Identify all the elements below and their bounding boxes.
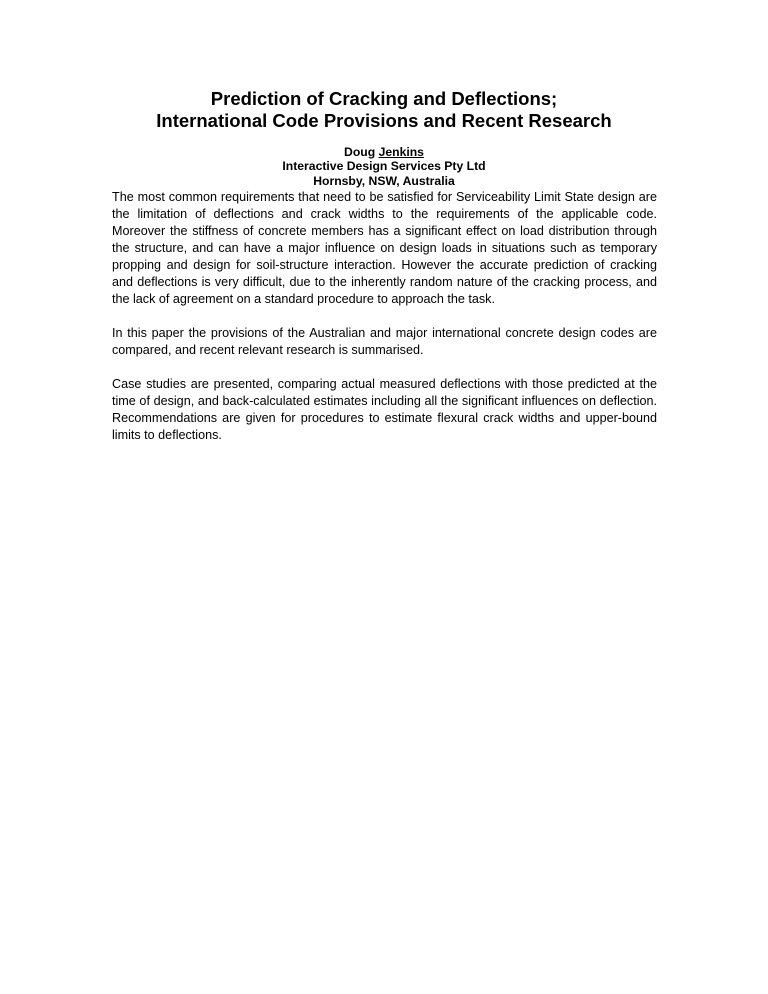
author-block: [0, 145, 768, 188]
text-line: The most common requirements that need to be satisfied for Serviceability Limit State design are: [112, 190, 657, 204]
author-location: Hornsby, NSW, Australia: [313, 173, 455, 188]
paragraph-2: [112, 325, 657, 359]
paper-title: [0, 88, 768, 132]
text-line: propping and design for soil-structure interaction. However the accurate prediction of cracking: [112, 258, 657, 272]
text-line: and deflections is very difficult, due to the inherently random nature of the cracking process, and: [112, 275, 657, 289]
author-organisation: Interactive Design Services Pty Ltd: [282, 159, 486, 174]
paragraph-1: [112, 189, 657, 308]
text-line: the structure, and can have a major influence on design loads in situations such as temporary: [112, 241, 657, 255]
text-line: compared, and recent relevant research is summarised.: [112, 343, 424, 357]
text-line: the lack of agreement on a standard procedure to approach the task.: [112, 292, 495, 306]
title-line-1: Prediction of Cracking and Deflections;: [210, 88, 558, 109]
author-surname: Jenkins: [378, 145, 424, 159]
text-line: Recommendations are given for procedures to estimate flexural crack widths and upper-bound: [112, 411, 657, 425]
text-line: In this paper the provisions of the Australian and major international concrete design codes are: [112, 326, 657, 340]
title-line-2: International Code Provisions and Recent Research: [156, 110, 612, 131]
paragraph-3: [112, 376, 657, 444]
author-first-name: Doug: [344, 145, 376, 159]
text-line: limits to deflections.: [112, 428, 222, 442]
text-line: Case studies are presented, comparing actual measured deflections with those predicted at the: [112, 377, 657, 391]
abstract-body: [112, 189, 657, 461]
text-line: time of design, and back-calculated estimates including all the significant influences on deflection.: [112, 394, 657, 408]
author-name: [0, 145, 768, 159]
text-line: Moreover the stiffness of concrete members has a significant effect on load distribution through: [112, 224, 657, 238]
text-line: the limitation of deflections and crack widths to the requirements of the applicable code.: [112, 207, 657, 221]
